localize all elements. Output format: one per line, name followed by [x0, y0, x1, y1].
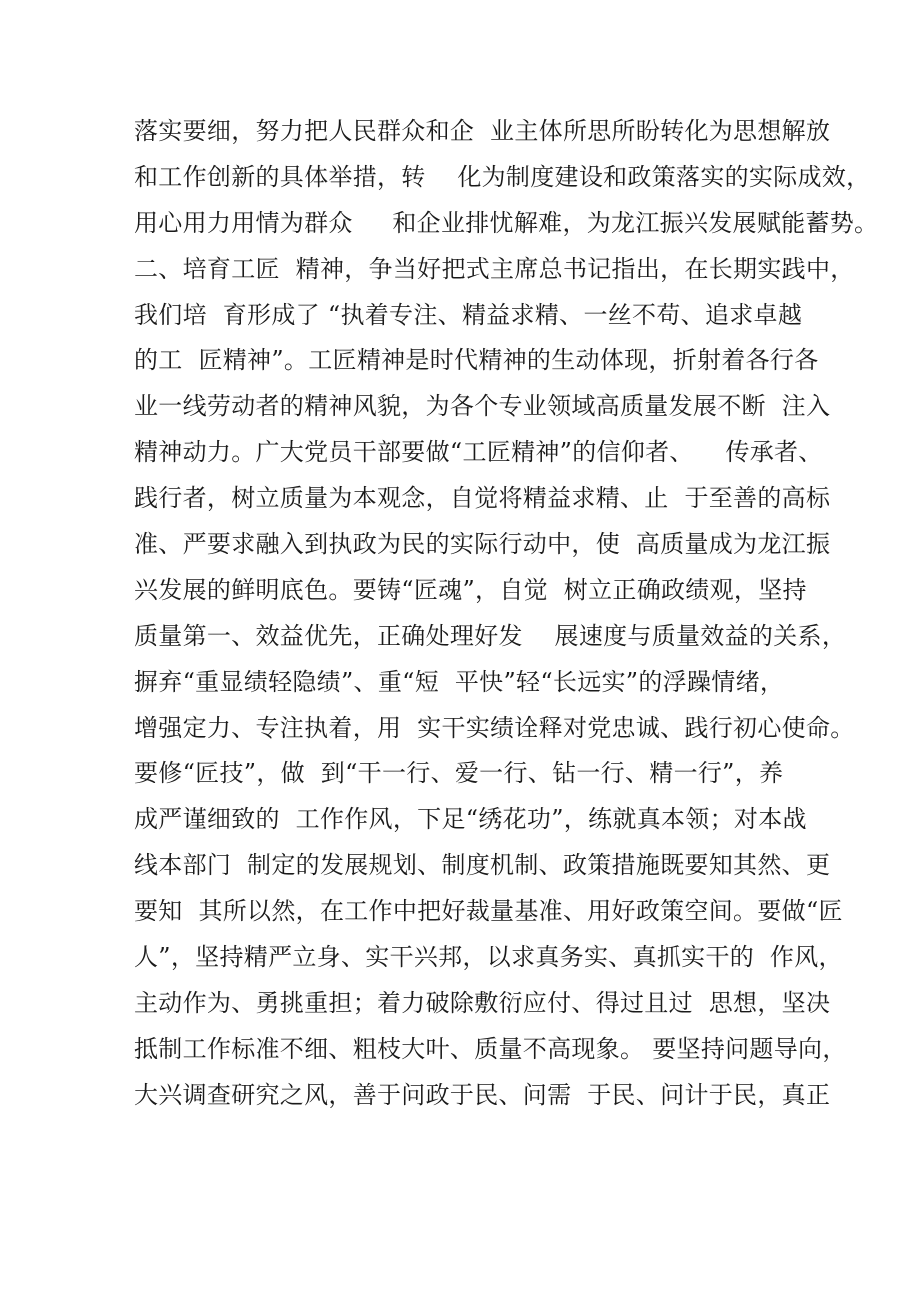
- text-line: 用心用力用情为群众 和企业排忧解难，为龙江振兴发展赋能蓄势。: [134, 208, 879, 237]
- text-line: 落实要细，努力把人民群众和企 业主体所思所盼转化为思想解放: [134, 117, 831, 145]
- text-line: 二、培育工匠 精神，争当好把式主席总书记指出，在长期实践中，: [134, 254, 855, 283]
- text-line: 摒弃“重显绩轻隐绩”、重“短 平快”轻“长远实”的浮躁情绪，: [134, 667, 785, 696]
- text-line: 和工作创新的具体举措，转 化为制度建设和政策落实的实际成效，: [134, 162, 871, 191]
- text-line: 质量第一、效益优先，正确处理好发 展速度与质量效益的关系，: [134, 621, 847, 650]
- text-line: 大兴调查研究之风，善于问政于民、问需 于民、问计于民，真正: [134, 1080, 831, 1109]
- text-line: 抵制工作标准不细、粗枝大叶、质量不高现象。 要坚持问题导向，: [134, 1034, 847, 1063]
- text-line: 主动作为、勇挑重担；着力破除敷衍应付、得过且过 思想，坚决: [134, 988, 831, 1017]
- text-line: 我们培 育形成了 “执着专注、精益求精、一丝不苟、追求卓越: [134, 300, 803, 329]
- text-line: 业一线劳动者的精神风貌，为各个专业领域高质量发展不断 注入: [134, 392, 831, 421]
- text-line: 兴发展的鲜明底色。要铸“匠魂”，自觉 树立正确政绩观，坚持: [134, 575, 807, 604]
- text-line: 践行者，树立质量为本观念，自觉将精益求精、止 于至善的高标: [134, 484, 831, 513]
- body-text: [134, 109, 879, 1119]
- text-line: 要知 其所以然，在工作中把好裁量基准、用好政策空间。要做“匠: [134, 897, 843, 926]
- text-line: 的工 匠精神”。工匠精神是时代精神的生动体现，折射着各行各: [134, 346, 819, 375]
- text-line: 准、严要求融入到执政为民的实际行动中，使 高质量成为龙江振: [134, 530, 831, 559]
- text-line: 增强定力、专注执着，用 实干实绩诠释对党忠诚、践行初心使命。: [134, 713, 855, 742]
- text-line: 线本部门 制定的发展规划、制度机制、政策措施既要知其然、更: [134, 851, 831, 880]
- text-line: 精神动力。广大党员干部要做“工匠精神”的信仰者、 传承者、: [134, 438, 823, 467]
- text-line: 要修“匠技”，做 到“干一行、爱一行、钻一行、精一行”，养: [134, 759, 784, 788]
- text-line: 成严谨细致的 工作作风，下足“绣花功”，练就真本领；对本战: [134, 805, 807, 834]
- text-line: 人”，坚持精严立身、实干兴邦，以求真务实、真抓实干的 作风，: [134, 943, 843, 972]
